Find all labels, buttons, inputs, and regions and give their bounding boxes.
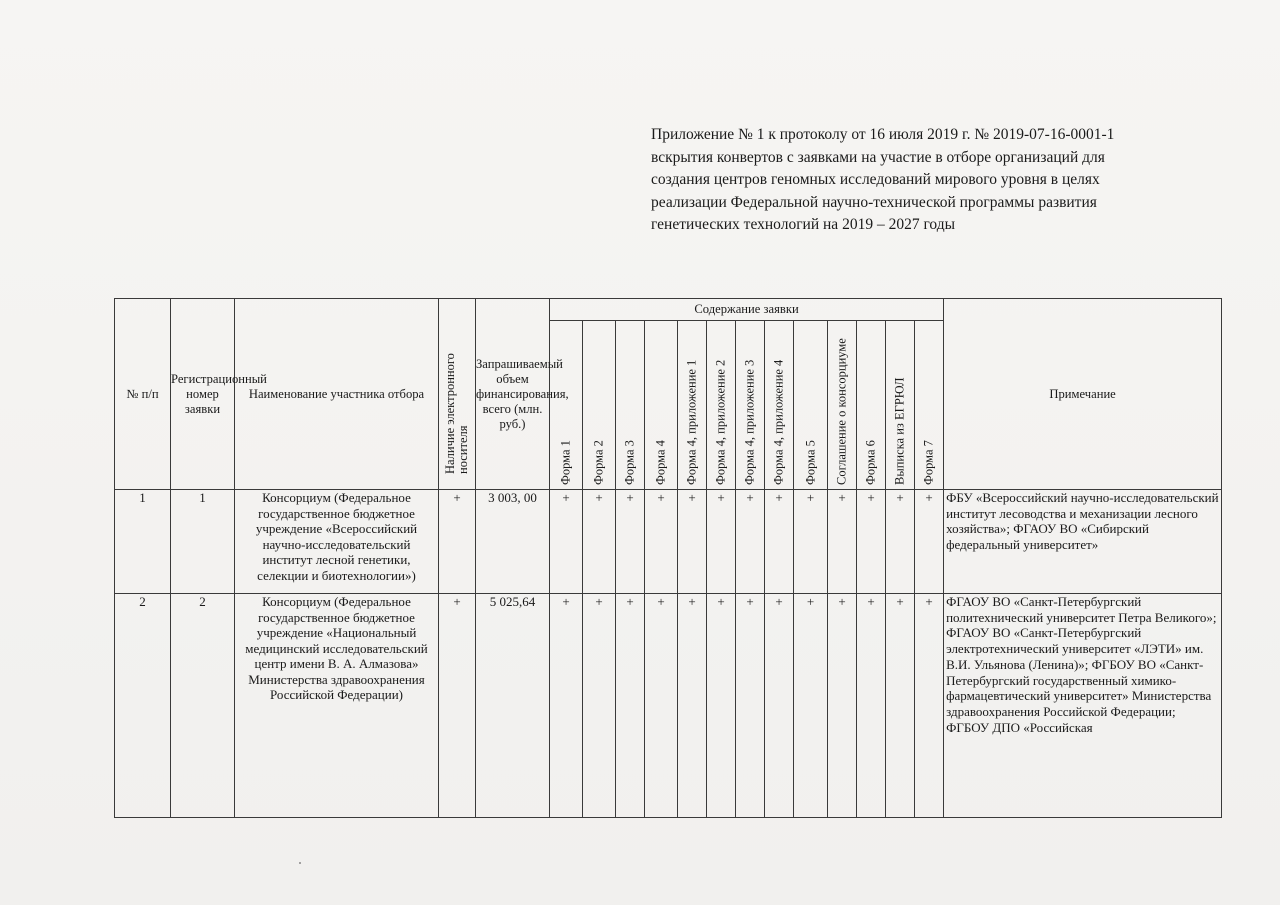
row-form-mark: +: [765, 594, 794, 818]
row-note: ФБУ «Всероссийский научно-исследовательский институт лесоводства и механизации лесного хозяйства»; ФГАОУ ВО «Сибирский федеральный университет»: [944, 490, 1222, 594]
header-participant-name: Наименование участника отбора: [235, 299, 439, 490]
row-reg-number: 1: [171, 490, 235, 594]
header-form-label: Форма 2: [591, 440, 606, 485]
header-form-label: Форма 4, приложение 4: [771, 359, 786, 485]
header-reg-number: Регистрационный номер заявки: [171, 299, 235, 490]
header-form-label: Форма 3: [622, 440, 637, 485]
row-form-mark: +: [645, 490, 678, 594]
header-form: [828, 321, 857, 490]
header-content: Содержание заявки: [550, 299, 944, 321]
row-form-mark: +: [583, 594, 616, 818]
row-form-mark: +: [857, 490, 886, 594]
row-form-mark: +: [707, 594, 736, 818]
header-form-label: Форма 4, приложение 2: [713, 359, 728, 485]
row-amount: 3 003, 00: [476, 490, 550, 594]
row-participant-name: Консорциум (Федеральное государственное бюджетное учреждение «Национальный медицинский исследовательский центр имени В. А. Алмазова» Министерства здравоохранения Российской Федерации): [235, 594, 439, 818]
header-form-label: Форма 4, приложение 1: [684, 359, 699, 485]
heading-line: вскрытия конвертов с заявками на участие в отборе организаций для: [651, 148, 1105, 166]
row-form-mark: +: [765, 490, 794, 594]
header-form-label: Форма 6: [863, 440, 878, 485]
row-form-mark: +: [678, 594, 707, 818]
row-form-mark: +: [616, 594, 645, 818]
row-participant-name: Консорциум (Федеральное государственное бюджетное учреждение «Всероссийский научно-исследовательский институт лесной генетики, селекции и биотехнологии»): [235, 490, 439, 594]
row-form-mark: +: [736, 490, 765, 594]
header-form-label: Форма 7: [921, 440, 936, 485]
row-form-mark: +: [645, 594, 678, 818]
header-electronic-media: [439, 299, 476, 490]
row-form-mark: +: [915, 490, 944, 594]
row-form-mark: +: [828, 490, 857, 594]
header-note: Примечание: [944, 299, 1222, 490]
row-num: 2: [115, 594, 171, 818]
row-form-mark: +: [583, 490, 616, 594]
row-form-mark: +: [736, 594, 765, 818]
header-form-label: Форма 4: [653, 440, 668, 485]
row-form-mark: +: [550, 594, 583, 818]
row-form-mark: +: [550, 490, 583, 594]
row-amount: 5 025,64: [476, 594, 550, 818]
header-form: [678, 321, 707, 490]
header-form: [583, 321, 616, 490]
header-form: [645, 321, 678, 490]
row-form-mark: +: [707, 490, 736, 594]
row-form-mark: +: [828, 594, 857, 818]
table-row: [115, 490, 1222, 594]
heading-line: генетических технологий на 2019 – 2027 годы: [651, 216, 956, 233]
row-reg-number: 2: [171, 594, 235, 818]
header-form: [707, 321, 736, 490]
row-form-mark: +: [886, 594, 915, 818]
row-num: 1: [115, 490, 171, 594]
row-form-mark: +: [857, 594, 886, 818]
header-form-label: Выписка из ЕГРЮЛ: [892, 377, 907, 485]
appendix-heading: [651, 124, 1211, 237]
header-form: [616, 321, 645, 490]
row-media: +: [439, 490, 476, 594]
header-form-label: Соглашение о консорциуме: [834, 338, 849, 485]
row-note: ФГАОУ ВО «Санкт-Петербургский политехнический университет Петра Великого»; ФГАОУ ВО «Санкт-Петербургский электротехнический университет «ЛЭТИ» им. В.И. Ульянова (Ленина)»; ФГБОУ ВО «Санкт-Петербургский государственный химико-фармацевтический университет» Министерства здравоохранения Российской Федерации; ФГБОУ ДПО «Российская: [944, 594, 1222, 818]
row-media: +: [439, 594, 476, 818]
heading-line: Приложение № 1 к протоколу от 16 июля 2019 г. № 2019-07-16-0001-1: [651, 126, 1115, 143]
header-form: [886, 321, 915, 490]
row-form-mark: +: [915, 594, 944, 818]
header-form-label: Форма 4, приложение 3: [742, 359, 757, 485]
header-amount: Запрашиваемый объем финансирования, всего (млн. руб.): [476, 299, 550, 490]
header-num: № п/п: [115, 299, 171, 490]
header-form: [550, 321, 583, 490]
row-form-mark: +: [886, 490, 915, 594]
header-form: [857, 321, 886, 490]
header-form: [794, 321, 828, 490]
row-form-mark: +: [794, 490, 828, 594]
header-form-label: Форма 5: [803, 440, 817, 485]
header-electronic-media-label: Наличие электронного носителя: [443, 353, 470, 474]
header-form: [915, 321, 944, 490]
header-form: [736, 321, 765, 490]
table-row: [115, 594, 1222, 818]
row-form-mark: +: [616, 490, 645, 594]
header-form-label: Форма 1: [558, 440, 573, 485]
heading-line: реализации Федеральной научно-технической программы развития: [651, 193, 1097, 211]
header-form: [765, 321, 794, 490]
applications-table: [114, 298, 1222, 818]
heading-line: создания центров геномных исследований мирового уровня в целях: [651, 171, 1100, 188]
scan-speck: [299, 862, 301, 864]
row-form-mark: +: [678, 490, 707, 594]
row-form-mark: +: [794, 594, 828, 818]
